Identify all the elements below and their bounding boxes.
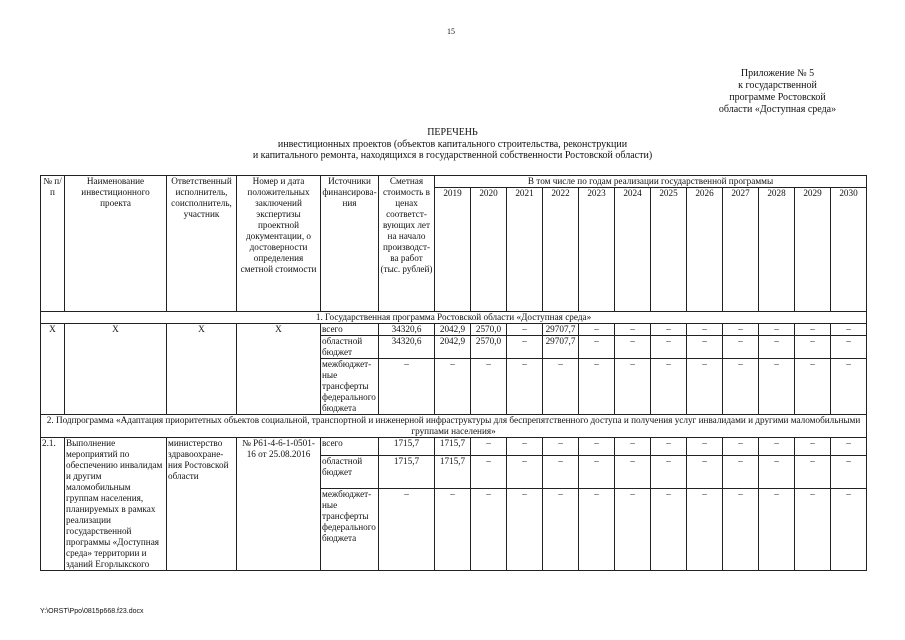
header-sources: Источники финансирова-ния (321, 176, 379, 312)
header-year: 2021 (507, 188, 543, 312)
year-value: – (687, 489, 723, 571)
year-value: – (795, 324, 831, 336)
year-value: – (471, 455, 507, 489)
year-value: – (615, 336, 651, 359)
document-subtitle-line: инвестиционных проектов (объектов капитального строительства, реконструкции (277, 138, 628, 150)
project-name: Х (65, 324, 167, 415)
year-value: – (543, 438, 579, 456)
year-value: – (579, 336, 615, 359)
year-value: – (579, 438, 615, 456)
year-value: – (471, 438, 507, 456)
year-value: – (615, 438, 651, 456)
cost-value: – (379, 359, 435, 415)
year-value: – (579, 455, 615, 489)
year-value: – (831, 438, 867, 456)
cost-value: – (379, 489, 435, 571)
year-value: – (759, 489, 795, 571)
header-expertise: Номер и дата положительных заключений экспертизы проектной документации, о достоверности определения сметной стоимости (237, 176, 321, 312)
funding-source: всего (321, 438, 379, 456)
document-subtitle-line: и капитального ремонта, находящихся в государственной собственности Ростовской области) (252, 150, 653, 161)
header-year: 2030 (831, 188, 867, 312)
cost-value: 1715,7 (379, 438, 435, 456)
executor: министерство здравоохране-ния Ростовской области (167, 438, 237, 571)
appendix-note (690, 68, 865, 116)
funding-source: межбюджет-ные трансферты федерального бюджета (321, 489, 379, 571)
year-value: – (795, 359, 831, 415)
year-value: – (507, 438, 543, 456)
year-value: – (687, 336, 723, 359)
executor: Х (167, 324, 237, 415)
year-value: – (795, 489, 831, 571)
header-year: 2028 (759, 188, 795, 312)
year-value: – (687, 438, 723, 456)
year-value: – (471, 359, 507, 415)
year-value: 1715,7 (435, 438, 471, 456)
header-num: № п/п (41, 176, 65, 312)
header-year: 2025 (651, 188, 687, 312)
year-value: – (795, 455, 831, 489)
year-value: – (615, 359, 651, 415)
header-year: 2023 (579, 188, 615, 312)
year-value: – (507, 455, 543, 489)
row-num: Х (41, 324, 65, 415)
year-value: – (759, 438, 795, 456)
year-value: – (687, 359, 723, 415)
year-value: – (471, 489, 507, 571)
funding-source: межбюджет-ные трансферты федерального бюджета (321, 359, 379, 415)
header-name: Наименование инвестиционного проекта (65, 176, 167, 312)
year-value: – (795, 438, 831, 456)
year-value: – (579, 489, 615, 571)
year-value: 2570,0 (471, 336, 507, 359)
table-row (41, 438, 867, 456)
appendix-line: Приложение № 5 (740, 68, 815, 79)
year-value: – (687, 324, 723, 336)
year-value: – (507, 489, 543, 571)
header-year: 2019 (435, 188, 471, 312)
year-value: 2042,9 (435, 324, 471, 336)
year-value: – (507, 324, 543, 336)
year-value: – (723, 359, 759, 415)
page-number: 15 (447, 27, 455, 36)
year-value: – (651, 359, 687, 415)
year-value: 29707,7 (543, 324, 579, 336)
header-cost: Сметная стоимость в ценах соответст-вующих лет на начало производст-ва работ (тыс. рублей) (379, 176, 435, 312)
table-row (41, 324, 867, 336)
header-year: 2024 (615, 188, 651, 312)
funding-source: всего (321, 324, 379, 336)
year-value: – (759, 336, 795, 359)
year-value: – (723, 438, 759, 456)
header-year: 2020 (471, 188, 507, 312)
year-value: – (615, 455, 651, 489)
appendix-line: к государственной (738, 80, 817, 91)
expertise: Х (237, 324, 321, 415)
funding-source: областной бюджет (321, 336, 379, 359)
year-value: – (831, 336, 867, 359)
year-value: – (831, 489, 867, 571)
year-value: – (831, 455, 867, 489)
year-value: – (543, 455, 579, 489)
investment-projects-table (40, 175, 867, 571)
row-num: 2.1. (41, 438, 65, 571)
year-value: – (507, 359, 543, 415)
year-value: – (687, 455, 723, 489)
header-year: 2026 (687, 188, 723, 312)
document-heading (120, 127, 785, 162)
funding-source: областной бюджет (321, 455, 379, 489)
header-year: 2022 (543, 188, 579, 312)
year-value: – (723, 324, 759, 336)
header-executor: Ответственный исполнитель, соисполнитель, участник (167, 176, 237, 312)
year-value: – (435, 359, 471, 415)
year-value: – (759, 455, 795, 489)
year-value: – (723, 455, 759, 489)
year-value: – (795, 336, 831, 359)
year-value: – (651, 455, 687, 489)
section-title: 2. Подпрограмма «Адаптация приоритетных объектов социальной, транспортной и инженерной инфраструктуры для беспрепятственного доступа и получения услуг инвалидами и другими маломобильными группами населения» (41, 415, 867, 438)
expertise: № Р61-4-6-1-0501-16 от 25.08.2016 (237, 438, 321, 571)
year-value: – (651, 336, 687, 359)
document-title: ПЕРЕЧЕНЬ (427, 127, 478, 138)
year-value: – (615, 489, 651, 571)
year-value: 1715,7 (435, 455, 471, 489)
section-title: 1. Государственная программа Ростовской области «Доступная среда» (41, 312, 867, 324)
year-value: – (759, 359, 795, 415)
year-value: – (579, 324, 615, 336)
year-value: – (759, 324, 795, 336)
appendix-line: области «Доступная среда» (718, 104, 837, 115)
year-value: – (831, 324, 867, 336)
year-value: – (615, 324, 651, 336)
cost-value: 1715,7 (379, 455, 435, 489)
header-by-years: В том числе по годам реализации государственной программы (435, 176, 867, 188)
year-value: – (651, 438, 687, 456)
cost-value: 34320,6 (379, 336, 435, 359)
year-value: 2042,9 (435, 336, 471, 359)
header-year: 2027 (723, 188, 759, 312)
year-value: – (543, 489, 579, 571)
year-value: – (507, 336, 543, 359)
year-value: – (723, 489, 759, 571)
year-value: 29707,7 (543, 336, 579, 359)
cost-value: 34320,6 (379, 324, 435, 336)
year-value: – (831, 359, 867, 415)
project-name: Выполнение мероприятий по обеспечению инвалидам и другим маломобильным группам населения, планируемых в рамках реализации государственной программы «Доступная среда» территории и зданий Егорлыкского (65, 438, 167, 571)
year-value: – (435, 489, 471, 571)
year-value: – (651, 324, 687, 336)
appendix-line: программе Ростовской (729, 92, 826, 103)
year-value: – (651, 489, 687, 571)
file-path-footer: Y:\ORST\Ppo\0815p668.f23.docx (40, 608, 144, 615)
year-value: – (543, 359, 579, 415)
header-year: 2029 (795, 188, 831, 312)
year-value: – (579, 359, 615, 415)
year-value: 2570,0 (471, 324, 507, 336)
year-value: – (723, 336, 759, 359)
